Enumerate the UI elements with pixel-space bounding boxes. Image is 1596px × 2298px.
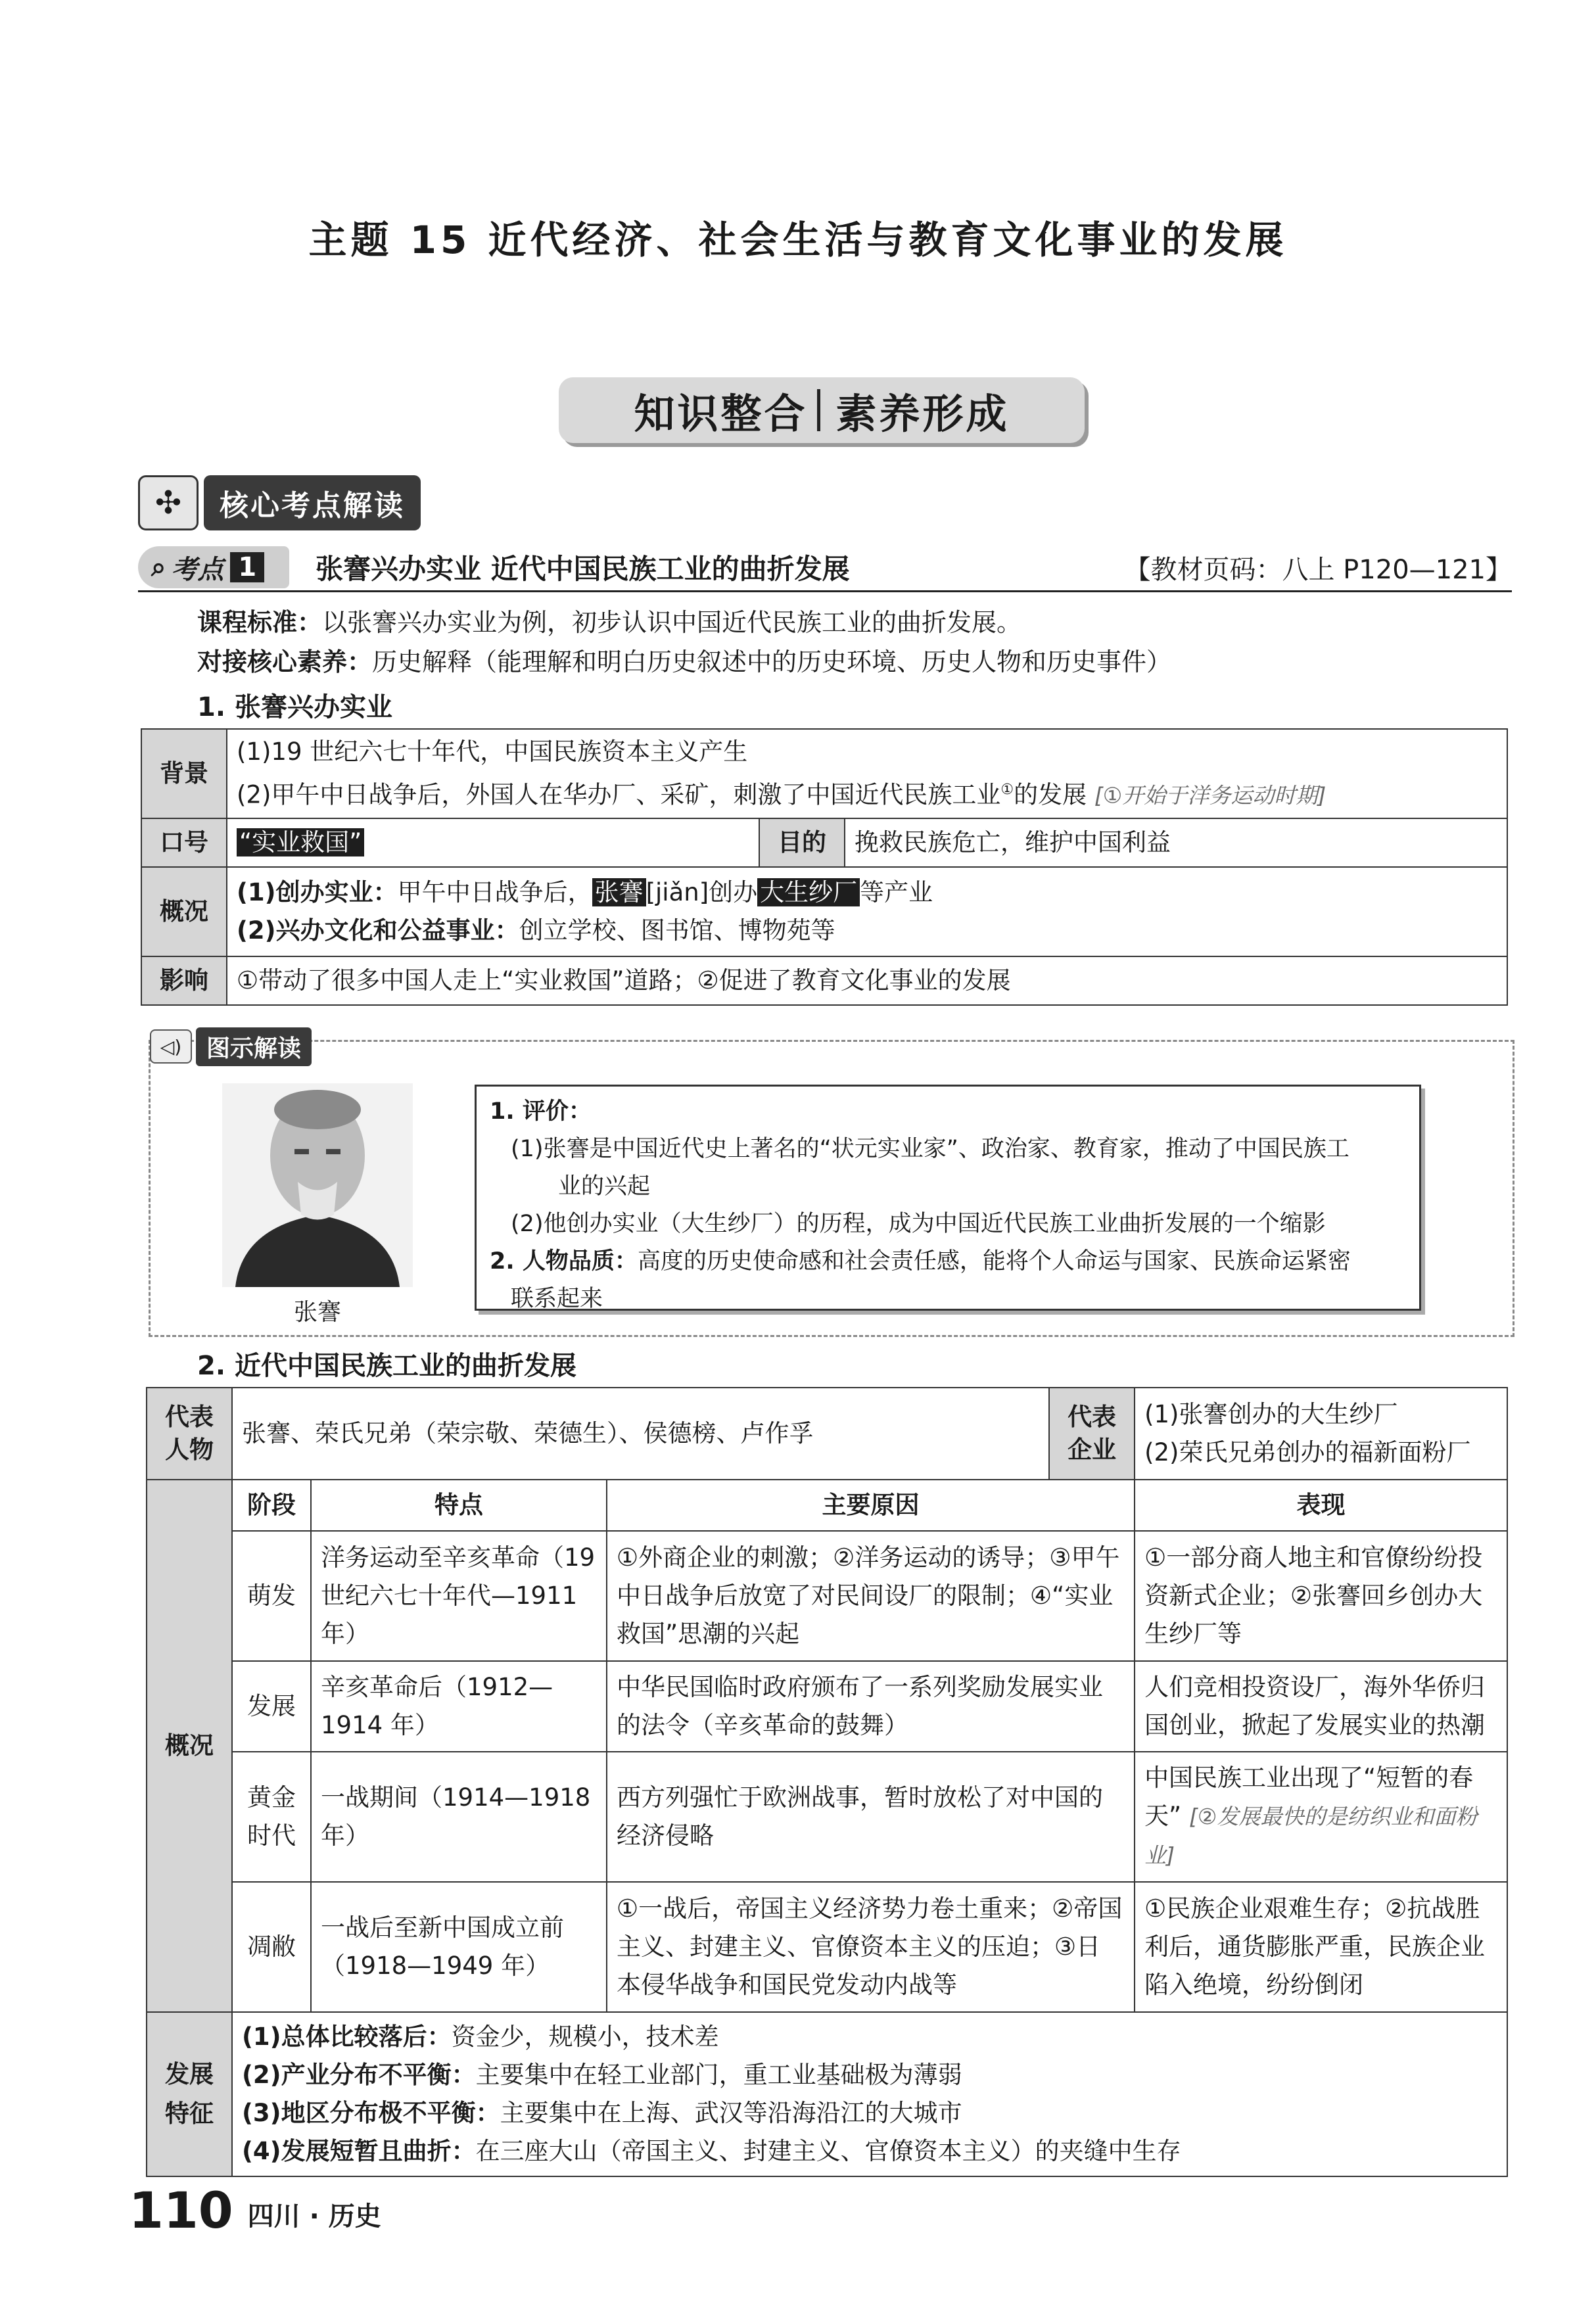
curriculum-standard (197, 602, 1021, 638)
background-item-2: (2)甲午中日战争后，外国人在华办厂、采矿，刺激了中国近代民族工业①的发展 [①开始于洋务运动时期] (237, 780, 1326, 809)
page-footer (129, 2181, 381, 2239)
quality-text: 高度的历史使命感和社会责任感，能将个人命运与国家、民族命运紧密 (637, 1248, 1351, 1275)
page-number: 110 (129, 2181, 233, 2239)
row-label-traits: 发展特征 (147, 2012, 232, 2176)
row-label-background: 背景 (141, 729, 227, 818)
banner-left: 知识整合 (634, 389, 808, 438)
table-row (147, 1882, 1507, 2012)
influence-cell: ①带动了很多中国人走上“实业救国”道路；②促进了教育文化事业的发展 (227, 956, 1507, 1005)
stage-cell: 黄金时代 (232, 1752, 311, 1882)
table-row (141, 956, 1507, 1005)
rep-people-cell: 张謇、荣氏兄弟（荣宗敬、荣德生）、侯德榜、卢作孚 (232, 1388, 1049, 1480)
core-section-label (138, 476, 421, 530)
handwritten-note-1: [①开始于洋务运动时期] (1094, 782, 1326, 809)
background-cell (227, 729, 1507, 818)
background-item-1: (1)19 世纪六七十年代，中国民族资本主义产生 (237, 737, 748, 766)
reason-cell: 西方列强忙于欧洲战事，暂时放松了对中国的经济侵略 (607, 1752, 1135, 1882)
slogan-cell (227, 818, 759, 867)
rep-enterprise-2: (2)荣氏兄弟创办的福新面粉厂 (1144, 1438, 1471, 1466)
feature-cell: 辛亥革命后（1912—1914 年） (311, 1661, 607, 1752)
overview-item-2: (2)兴办文化和公益事业：创立学校、图书馆、博物苑等 (237, 916, 835, 945)
overview-item-1: (1)创办实业：甲午中日战争后， 张謇 [jiǎn]创办 大生纱厂 等产业 (237, 878, 933, 906)
reason-cell: 中华民国临时政府颁布了一系列奖励发展实业的法令（辛亥革命的鼓舞） (607, 1661, 1135, 1752)
zhangjian-table (141, 728, 1508, 1006)
evaluation-item-2: (2)他创办实业（大生纱厂）的历程，成为中国近代民族工业曲折发展的一个缩影 (511, 1211, 1326, 1237)
core-section-text: 核心考点解读 (204, 475, 421, 530)
col-header-reason: 主要原因 (607, 1480, 1135, 1531)
rep-enterprise-1: (1)张謇创办的大生纱厂 (1144, 1400, 1398, 1428)
subheading-1: 1. 张謇兴办实业 (197, 692, 392, 722)
literacy-label: 对接核心素养： (197, 647, 373, 676)
banner-right: 素养形成 (835, 389, 1010, 438)
table-row (147, 1480, 1507, 1531)
reason-cell: ①一战后，帝国主义经济势力卷土重来；②帝国主义、封建主义、官僚资本主义的压迫；③日本侵华战争和国民党发动内战等 (607, 1882, 1135, 2012)
quality-title: 2. 人物品质： (490, 1248, 638, 1275)
trait-item: (4)发展短暂且曲折：在三座大山（帝国主义、封建主义、官僚资本主义）的夹缝中生存 (242, 2137, 1181, 2165)
feature-cell: 一战后至新中国成立前（1918—1949 年） (311, 1882, 607, 2012)
table-row (141, 729, 1507, 818)
table-row (147, 1388, 1507, 1480)
rep-enterprise-cell (1135, 1388, 1507, 1480)
literacy-text: 历史解释（能理解和明白历史叙述中的历史环境、历史人物和历史事件） (372, 647, 1172, 676)
evaluation-item-1: (1)张謇是中国近代史上著名的“状元实业家”、政治家、教育家，推动了中国民族工 (511, 1136, 1350, 1162)
banner-divider (817, 389, 820, 431)
show-cell: ①一部分商人地主和官僚纷纷投资新式企业；②张謇回乡创办大生纱厂等 (1135, 1531, 1507, 1661)
show-cell: 中国民族工业出现了“短暂的春天” [②发展最快的是纺织业和面粉业] (1135, 1752, 1507, 1882)
row-label-rep-enterprise: 代表企业 (1049, 1388, 1135, 1480)
col-header-feature: 特点 (311, 1480, 607, 1531)
trait-item: (1)总体比较落后：资金少，规模小，技术差 (242, 2023, 719, 2051)
standard-text: 以张謇兴办实业为例，初步认识中国近代民族工业的曲折发展。 (322, 608, 1022, 637)
show-cell: ①民族企业艰难生存；②抗战胜利后，通货膨胀严重，民族企业陷入绝境，纷纷倒闭 (1135, 1882, 1507, 2012)
footer-label: 四川 · 历史 (247, 2201, 381, 2232)
page-title: 主题 15 近代经济、社会生活与教育文化事业的发展 (308, 218, 1288, 262)
row-label-slogan: 口号 (141, 818, 227, 867)
feature-cell: 洋务运动至辛亥革命（19 世纪六七十年代—1911 年） (311, 1531, 607, 1661)
trait-item: (3)地区分布极不平衡：主要集中在上海、武汉等沿海沿江的大城市 (242, 2099, 962, 2127)
trait-item: (2)产业分布不平衡：主要集中在轻工业部门，重工业基础极为薄弱 (242, 2061, 962, 2089)
table-row (141, 867, 1507, 956)
cross-arrows-icon: ✣ (138, 475, 199, 530)
section-banner (559, 377, 1085, 443)
portrait-caption: 张謇 (293, 1299, 341, 1326)
traits-cell (232, 2012, 1507, 2176)
table-row (147, 1752, 1507, 1882)
kaodian-header (138, 544, 1512, 592)
table-row (147, 1661, 1507, 1752)
row-label-overview: 概况 (147, 1480, 232, 2012)
table-row (147, 1531, 1507, 1661)
evaluation-title: 1. 评价： (490, 1098, 592, 1125)
zhangjian-portrait (222, 1083, 413, 1287)
row-label-overview: 概况 (141, 867, 227, 956)
kaodian-tag-text: 考点 (171, 554, 224, 585)
show-cell: 人们竞相投资设厂，海外华侨归国创业，掀起了发展实业的热潮 (1135, 1661, 1507, 1752)
table-row (141, 818, 1507, 867)
feature-cell: 一战期间（1914—1918 年） (311, 1752, 607, 1882)
kaodian-number: 1 (230, 552, 264, 582)
reason-cell: ①外商企业的刺激；②洋务运动的诱导；③甲午中日战争后放宽了对民间设厂的限制；④“实业救国”思潮的兴起 (607, 1531, 1135, 1661)
row-label-goal: 目的 (759, 818, 845, 867)
quality-text-cont: 联系起来 (511, 1286, 603, 1312)
kaodian-heading: 张謇兴办实业 近代中国民族工业的曲折发展 (316, 553, 850, 585)
col-header-stage: 阶段 (232, 1480, 311, 1531)
kaodian-tag (138, 546, 289, 588)
slogan-text: “实业救国” (237, 828, 364, 856)
speaker-icon: ◁) (150, 1029, 192, 1064)
national-industry-table (146, 1387, 1508, 2177)
overview-cell (227, 867, 1507, 956)
stage-cell: 发展 (232, 1661, 311, 1752)
stage-cell: 萌发 (232, 1531, 311, 1661)
goal-cell: 挽救民族危亡，维护中国利益 (845, 818, 1507, 867)
textbook-page-ref: 【教材页码：八上 P120—121】 (1124, 554, 1512, 585)
evaluation-box (475, 1085, 1421, 1311)
row-label-rep-people: 代表人物 (147, 1388, 232, 1480)
subheading-2: 2. 近代中国民族工业的曲折发展 (197, 1351, 576, 1381)
figure-reading-label: 图示解读 (196, 1027, 312, 1066)
stage-cell: 凋敝 (232, 1882, 311, 2012)
standard-label: 课程标准： (197, 608, 323, 637)
row-label-influence: 影响 (141, 956, 227, 1005)
figure-reading-tag (150, 1028, 312, 1065)
col-header-show: 表现 (1135, 1480, 1507, 1531)
evaluation-item-1-cont: 业的兴起 (558, 1173, 651, 1200)
core-literacy (197, 642, 1171, 678)
table-row (147, 2012, 1507, 2176)
magnifier-icon: ⌕ (151, 552, 166, 582)
handwritten-note-2: [②发展最快的是纺织业和面粉业] (1144, 1804, 1478, 1868)
